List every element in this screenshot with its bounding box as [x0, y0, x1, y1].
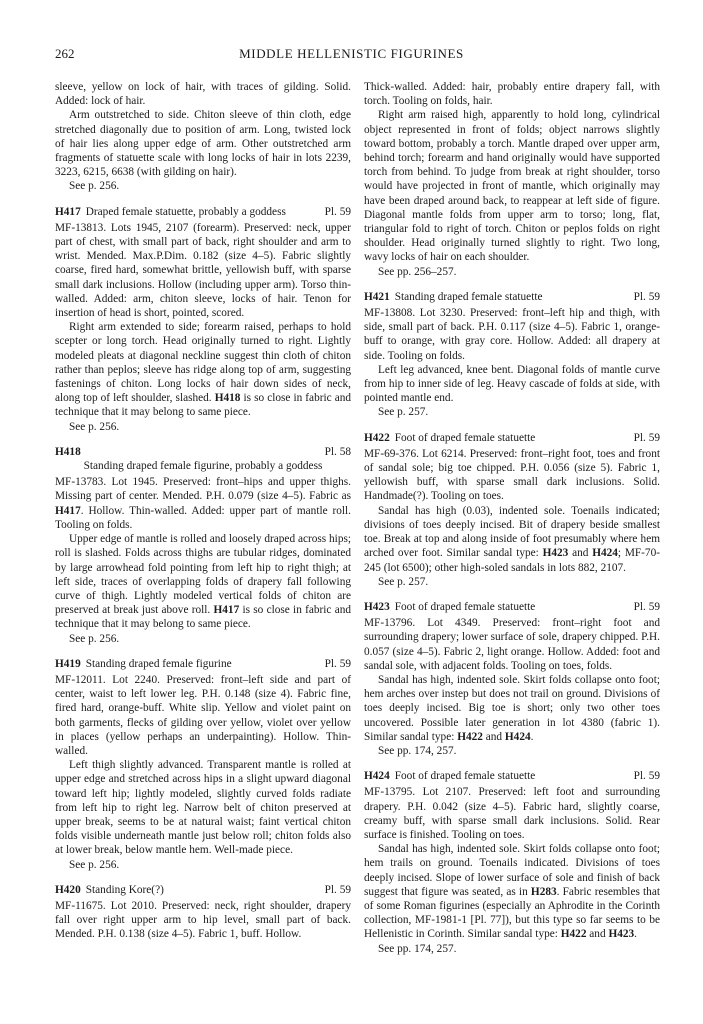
- cross-reference: H422: [457, 730, 483, 743]
- entry-number: H423: [364, 600, 390, 613]
- entry-commentary: Left leg advanced, knee bent. Diagonal folds of mantle curve from hip to inner side of leg. Heavy cascade of folds at side, with pointed mantle end.: [364, 363, 660, 405]
- entry-description: MF-69-376. Lot 6214. Preserved: front–right foot, toes and front of sandal sole; big toe chipped. P.H. 0.056 (size 5). Fabric 1, yellowish buff, with sparse small dark inclusions. Solid. Handmade(?). Tooling on toes.: [364, 447, 660, 503]
- entry-heading: [55, 205, 351, 219]
- entry-title: Standing Kore(?): [85, 883, 164, 896]
- entry-number: H422: [364, 431, 390, 444]
- see-reference: See pp. 174, 257.: [378, 744, 457, 757]
- page-number: 262: [55, 46, 75, 61]
- see-reference: See p. 256.: [69, 858, 120, 871]
- entry-heading: [364, 431, 660, 445]
- see-reference: See p. 257.: [378, 575, 429, 588]
- entry-description: Thick-walled. Added: hair, probably entire drapery fall, with torch. Tooling on folds, hair.: [364, 81, 660, 108]
- entry-commentary: Right arm raised high, apparently to hold long, cylindrical object represented in front of folds; object narrows slightly toward bottom, probably a torch. Mantle draped over upper arm, behind torch; forearm and hand originally would have supported torch from behind. To judge from break at right shoulder, torso would have projected in front of mantle, which originally may have been draped around back, to reappear at left side of figure. Diagonal mantle folds from upper arm to torso; long, flat, triangular fold to right of torch. Chiton or peplos folds on right shoulder. Head originally turned slightly to right. Two long, wavy locks of hair on each shoulder.: [364, 109, 660, 264]
- entry-title: Foot of draped female statuette: [394, 431, 536, 444]
- plate-reference: Pl. 59: [324, 205, 351, 218]
- entry-number: H424: [364, 770, 390, 783]
- see-reference: See p. 257.: [378, 406, 429, 419]
- entry-title: Draped female statuette, probably a goddess: [85, 205, 286, 218]
- entry-heading: [55, 883, 351, 897]
- running-head: MIDDLE HELLENISTIC FIGURINES: [239, 46, 464, 61]
- right-column: [364, 80, 660, 967]
- entry-commentary: Upper edge of mantle is rolled and loosely draped across hips; roll is slashed. Folds across thighs are tubular ridges, dominated by large arrowhead fold pointing from left hip to right thigh; at left side, traces of overlapping folds of drapery fall following curve of thigh. Lightly modeled vertical folds of chiton are preserved at break just above roll. H417 is so close in fabric and technique that it may belong to same piece.: [55, 533, 352, 631]
- entry-description: MF-13808. Lot 3230. Preserved: front–left hip and thigh, with side, small part of back. P.H. 0.117 (size 4–5). Fabric 1, orange-buff to orange, with gray core. Hollow. Added: all drapery at side. Tooling on folds.: [364, 307, 660, 362]
- entry-number: H417: [55, 205, 81, 218]
- entry-description: MF-13783. Lot 1945. Preserved: front–hips and upper thighs. Missing part of center. Mended. P.H. 0.079 (size 4–5). Fabric as H417. Hollow. Thin-walled. Added: upper part of mantle roll. Tooling on folds.: [55, 476, 351, 531]
- cross-reference: H283: [530, 885, 557, 898]
- cross-reference: H423: [608, 928, 635, 941]
- cross-reference: H418: [214, 392, 241, 405]
- catalog-entry-h423: [364, 600, 660, 758]
- see-reference: See p. 256.: [69, 420, 120, 433]
- catalog-entry-h420: [55, 883, 351, 942]
- continuation-paragraph: Arm outstretched to side. Chiton sleeve of thin cloth, edge stretched diagonally due to position of arm. Long, twisted lock of hair lies along upper edge of arm. Other outstretched arm fragments of statuette scale with long locks of hair in lots 2239, 3223, 6215, 6638 (with gilding on hair).: [55, 109, 351, 179]
- plate-reference: Pl. 59: [324, 657, 351, 670]
- entry-description: MF-13813. Lots 1945, 2107 (forearm). Preserved: neck, upper part of chest, with small part of back, right shoulder and arm to wrist. Mended. Max.P.Dim. 0.182 (size 4–5). Fabric slightly coarse, fired hard, somewhat brittle, yellowish buff, with sparse small dark inclusions. Hollow (including upper arm). Torso thin-walled. Added: arm, chiton sleeve, locks of hair. Tenon for insertion of head is short, pointed, scored.: [55, 221, 351, 320]
- entry-number: H418: [55, 445, 81, 458]
- catalog-entry-h419: [55, 657, 351, 872]
- see-reference: See p. 256.: [69, 632, 120, 645]
- cross-reference: H417: [213, 604, 240, 617]
- continuation-text: [55, 80, 351, 194]
- entry-commentary: Sandal has high (0.03), indented sole. Toenails indicated; divisions of toes deeply incised. Bit of drapery beside smallest toe. Break at top and along inside of foot presumably where hem arched over foot. Similar sandal type: H423 and H424; MF-70-245 (lot 6500); other high-soled sandals in lots 882, 2107.: [364, 504, 660, 574]
- catalog-entry-h417: [55, 205, 351, 434]
- entry-number: H421: [364, 290, 390, 303]
- entry-title: Standing draped female statuette: [394, 290, 543, 303]
- continuation-paragraph: sleeve, yellow on lock of hair, with traces of gilding. Solid. Added: lock of hair.: [55, 81, 351, 108]
- plate-reference: Pl. 59: [324, 883, 351, 896]
- cross-reference: H422: [560, 928, 587, 941]
- catalog-entry-h421: [364, 290, 660, 420]
- plate-reference: Pl. 59: [633, 770, 660, 783]
- entry-title: Standing draped female figurine, probably a goddess: [83, 460, 323, 473]
- plate-reference: Pl. 59: [633, 290, 660, 303]
- entry-heading: [55, 657, 351, 671]
- entry-commentary: Left thigh slightly advanced. Transparent mantle is rolled at upper edge and stretched across hips in a slight upward diagonal toward left hip; lightly modeled, slightly curved folds radiate from left hip to right leg. Narrow belt of chiton preserved at upper break, seems to be at natural waist; faint vertical chiton folds visible underneath mantle just below roll; chiton folds also at lower break, below mantle hem. Well-made piece.: [55, 759, 351, 857]
- entry-description: MF-13796. Lot 4349. Preserved: front–right foot and surrounding drapery; lower surface of sole, drapery chipped. P.H. 0.057 (size 4–5). Fabric 2, light orange. Hollow. Added: foot and sandal sole, with adjacent folds. Tooling on toes, folds.: [364, 617, 660, 672]
- entry-heading: [364, 769, 660, 783]
- see-reference: See pp. 256–257.: [378, 265, 457, 278]
- entry-commentary: Sandal has high, indented sole. Skirt folds collapse onto foot; hem arches over instep but does not trail on ground. Divisions of toes deeply incised. Big toe is short; only two other toes uncovered. Possible later generation in lot 4380 (fabric 1). Similar sandal type: H422 and H424.: [364, 673, 660, 743]
- cross-reference: H417: [55, 504, 81, 517]
- catalog-entry-h420-continued: [364, 80, 660, 279]
- entry-commentary: Sandal has high, indented sole. Skirt folds collapse onto foot; hem trails on ground. Toenails indicated. Divisions of toes deeply incised. Slope of lower surface of sole and finish of back suggest that figure was seated, as in H283. Fabric resembles that of some Roman figurines (especially an Aphrodite in the Corinth collection, MF-1981-1 [Pl. 77]), but this type so far seems to be Hellenistic in Corinth. Similar sandal type: H422 and H423.: [364, 843, 660, 941]
- entry-title: Foot of draped female statuette: [394, 770, 536, 783]
- cross-reference: H424: [504, 730, 531, 743]
- entry-heading: [55, 445, 351, 473]
- cross-reference: H423: [542, 547, 569, 560]
- entry-description: MF-11675. Lot 2010. Preserved: neck, right shoulder, drapery fall over right upper arm to hip level, small part of back. Mended. P.H. 0.138 (size 4–5). Fabric 1, buff. Hollow.: [55, 899, 351, 941]
- plate-reference: Pl. 59: [633, 431, 660, 444]
- entry-heading: [364, 600, 660, 614]
- catalog-entry-h424: [364, 769, 660, 956]
- entry-commentary: Right arm extended to side; forearm raised, perhaps to hold scepter or long torch. Head originally turned to right. Lightly modeled pleats at diagonal neckline suggest thin cloth of chiton rather than peplos; sleeve has ridge along top of arm, suggesting fastenings of chiton. Long locks of hair down sides of neck, along top of left shoulder, slashed. H418 is so close in fabric and technique that it may belong to same piece.: [55, 321, 352, 419]
- entry-number: H419: [55, 657, 81, 670]
- entry-number: H420: [55, 883, 81, 896]
- entry-heading: [364, 290, 660, 304]
- catalog-entry-h422: [364, 431, 660, 589]
- entry-description: MF-13795. Lot 2107. Preserved: left foot and surrounding drapery. P.H. 0.042 (size 4–5). Fabric hard, slightly coarse, creamy buff, with sparse small dark inclusions. Solid. Rear surface is finished. Tooling on toes.: [364, 786, 660, 841]
- entry-title: Foot of draped female statuette: [394, 600, 536, 613]
- see-reference: See pp. 174, 257.: [378, 942, 457, 955]
- cross-reference: H424: [592, 547, 618, 560]
- plate-reference: Pl. 59: [633, 600, 660, 613]
- see-reference: See p. 256.: [69, 180, 120, 193]
- entry-title: Standing draped female figurine: [85, 657, 232, 670]
- plate-reference: Pl. 58: [324, 445, 351, 458]
- entry-description: MF-12011. Lot 2240. Preserved: front–left side and part of center, waist to left lower leg. P.H. 0.148 (size 4). Fabric fine, fired hard, orange-buff. White slip. Yellow and violet paint on both garments, flecks of gilding over yellow, violet over yellow in places (yellow perhaps an underpainting). Hollow. Thin-walled.: [55, 673, 351, 757]
- left-column: [55, 80, 351, 953]
- catalog-entry-h418: [55, 445, 351, 646]
